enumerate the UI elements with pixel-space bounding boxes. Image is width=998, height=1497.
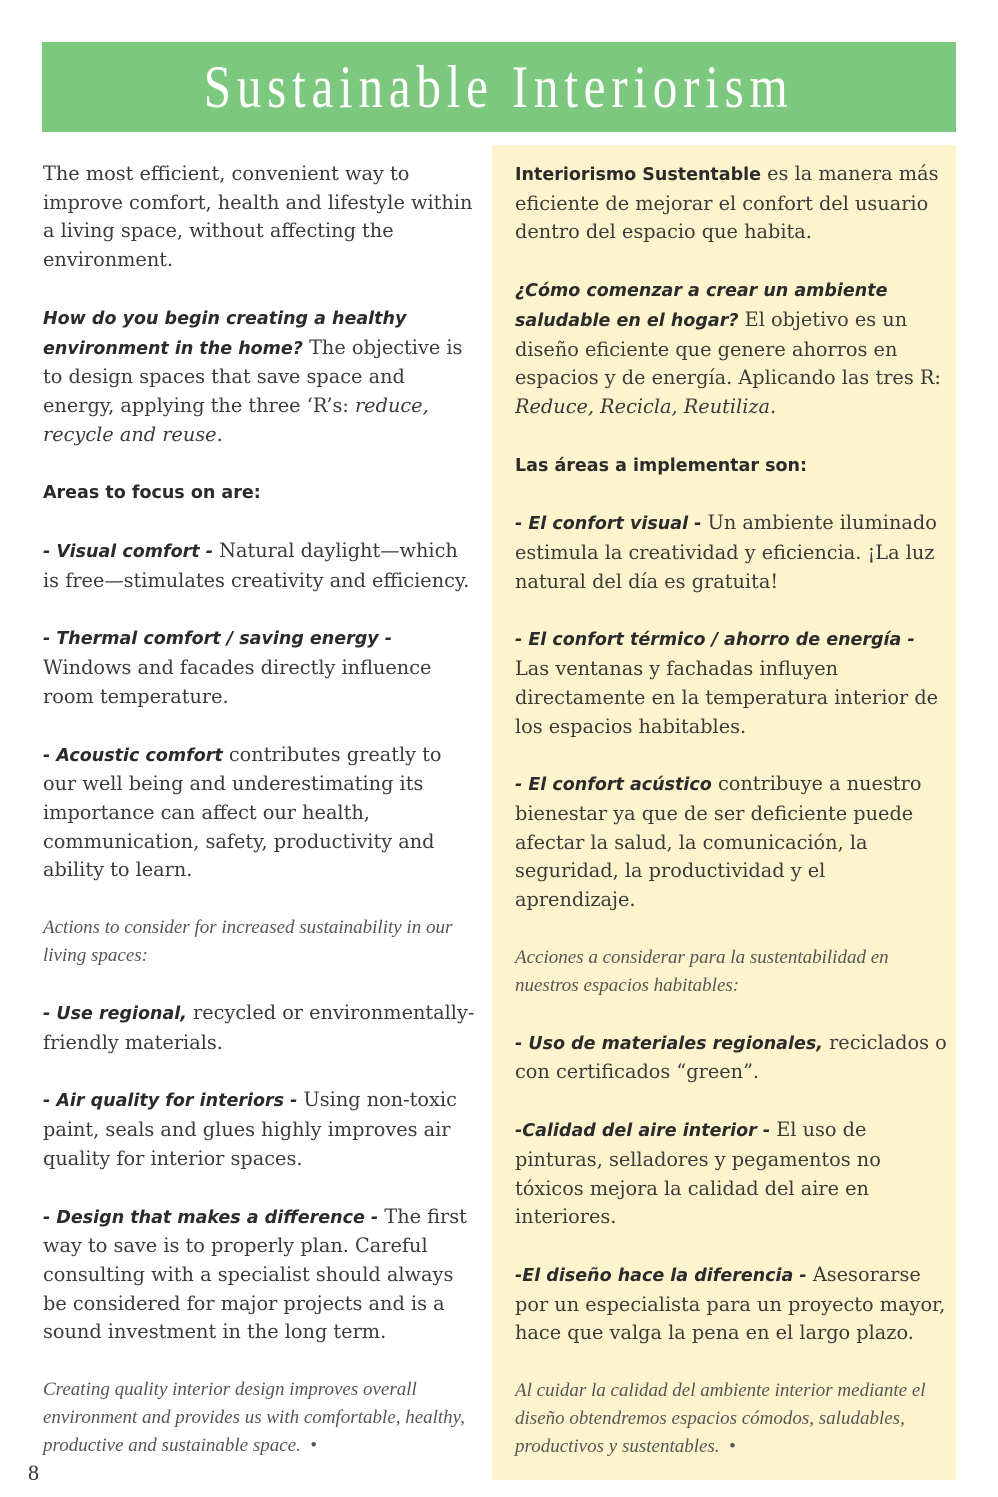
question-paragraph [43, 304, 475, 450]
regional-materials-lead-es: - Uso de materiales regionales, [515, 1033, 823, 1054]
three-rs: reduce, recycle and reuse [43, 393, 429, 446]
question-text-es: El objetivo es un diseño eficiente que genere ahorros en espacios y de energía. Aplicando las tres R: [515, 307, 941, 390]
title-banner [42, 42, 956, 132]
regional-materials-text-es: reciclados o con certificados “green”. [515, 1030, 947, 1084]
spanish-column [515, 160, 947, 1490]
areas-heading-text-es: Las áreas a implementar son: [515, 455, 807, 476]
visual-comfort-item-es [515, 509, 947, 596]
thermal-comfort-item [43, 624, 475, 711]
closing-note [43, 1376, 475, 1460]
acoustic-comfort-item-es [515, 770, 947, 915]
regional-materials-item [43, 999, 475, 1057]
intro-paragraph: The most efficient, convenient way to improve comfort, health and lifestyle within a living space, without affecting the environment. [43, 162, 473, 272]
acoustic-comfort-item [43, 741, 475, 886]
visual-comfort-text-es: Un ambiente iluminado estimula la creatividad y eficiencia. ¡La luz natural del día es gratuita! [515, 511, 937, 593]
page-title: Sustainable Interiorism [204, 53, 794, 120]
air-quality-text: Using non-toxic paint, seals and glues highly improves air quality for interior spaces. [43, 1088, 457, 1170]
closing-text: Creating quality interior design improves overall environment and provides us with comfortable, healthy, productive and sustainable space. [43, 1379, 465, 1457]
question-paragraph-es [515, 276, 947, 422]
page-number: 8 [28, 1460, 39, 1485]
thermal-comfort-text-es: Las ventanas y fachadas influyen directamente en la temperatura interior de los espacios habitables. [515, 657, 939, 738]
design-lead: - Design that makes a difference - [43, 1207, 379, 1228]
closing-note-es [515, 1377, 947, 1461]
areas-heading [43, 478, 475, 508]
regional-materials-text: recycled or environmentally-friendly materials. [43, 1001, 475, 1054]
thermal-comfort-lead-es: - El confort térmico / ahorro de energía - [515, 630, 915, 651]
acoustic-comfort-lead: - Acoustic comfort [43, 745, 223, 766]
acoustic-comfort-text: contributes greatly to our well being and underestimating its importance can affect our health, communication, safety, productivity and ability to learn. [43, 742, 442, 882]
visual-comfort-lead: - Visual comfort - [43, 542, 213, 563]
intro-text-es: es la manera más eficiente de mejorar el confort del usuario dentro del espacio que habita. [515, 162, 939, 244]
air-quality-lead-es: -Calidad del aire interior - [515, 1121, 771, 1142]
design-item [43, 1203, 475, 1348]
closing-text-es: Al cuidar la calidad del ambiente interior mediante el diseño obtendremos espacios cómodos, saludables, productivos y sustentables. [515, 1380, 926, 1458]
thermal-comfort-item-es [515, 625, 947, 741]
air-quality-item-es [515, 1116, 947, 1232]
end-bullet: • [310, 1435, 318, 1457]
design-text: The first way to save is to properly plan. Careful consulting with a specialist should always be considered for major projects and is a sound investment in the long term. [43, 1204, 467, 1344]
areas-heading-es [515, 451, 947, 481]
air-quality-text-es: El uso de pinturas, selladores y pegamentos no tóxicos mejora la calidad del aire en interiores. [515, 1118, 881, 1229]
three-rs-es: Reduce, Recicla, Reutiliza. [515, 394, 777, 418]
air-quality-item [43, 1086, 475, 1173]
thermal-comfort-lead: - Thermal comfort / saving energy - [43, 629, 393, 650]
regional-materials-lead: - Use regional, [43, 1004, 187, 1025]
actions-note-es: Acciones a considerar para la sustentabilidad en nuestros espacios habitables: [515, 946, 889, 996]
design-text-es: Asesorarse por un especialista para un proyecto mayor, hace que valga la pena en el largo plazo. [515, 1262, 946, 1345]
acoustic-comfort-text-es: contribuye a nuestro bienestar ya que de ser deficiente puede afectar la salud, la comunicación, la seguridad, la productividad y el aprendizaje. [515, 772, 922, 912]
visual-comfort-item [43, 537, 475, 595]
question-text: The objective is to design spaces that save space and energy, applying the three ‘R’s: [43, 335, 463, 417]
question-lead-es: ¿Cómo comenzar a crear un ambiente saludable en el hogar? [515, 281, 888, 331]
english-column [43, 160, 475, 1489]
regional-materials-item-es [515, 1029, 947, 1087]
visual-comfort-text: Natural daylight—which is free—stimulates creativity and efficiency. [43, 539, 470, 592]
end-bullet-es: • [729, 1436, 736, 1458]
intro-paragraph-es [515, 160, 947, 247]
actions-note: Actions to consider for increased sustainability in our living spaces: [43, 917, 453, 967]
question-lead: How do you begin creating a healthy environment in the home? [43, 308, 407, 359]
thermal-comfort-text: Windows and facades directly influence room temperature. [43, 656, 432, 708]
visual-comfort-lead-es: - El confort visual - [515, 514, 702, 535]
design-item-es [515, 1261, 947, 1348]
areas-heading-text: Areas to focus on are: [43, 483, 261, 504]
design-lead-es: -El diseño hace la diferencia - [515, 1265, 807, 1286]
air-quality-lead: - Air quality for interiors - [43, 1091, 298, 1112]
intro-lead-es: Interiorismo Sustentable [515, 165, 761, 185]
acoustic-comfort-lead-es: - El confort acústico [515, 775, 712, 796]
question-end: . [216, 422, 223, 446]
